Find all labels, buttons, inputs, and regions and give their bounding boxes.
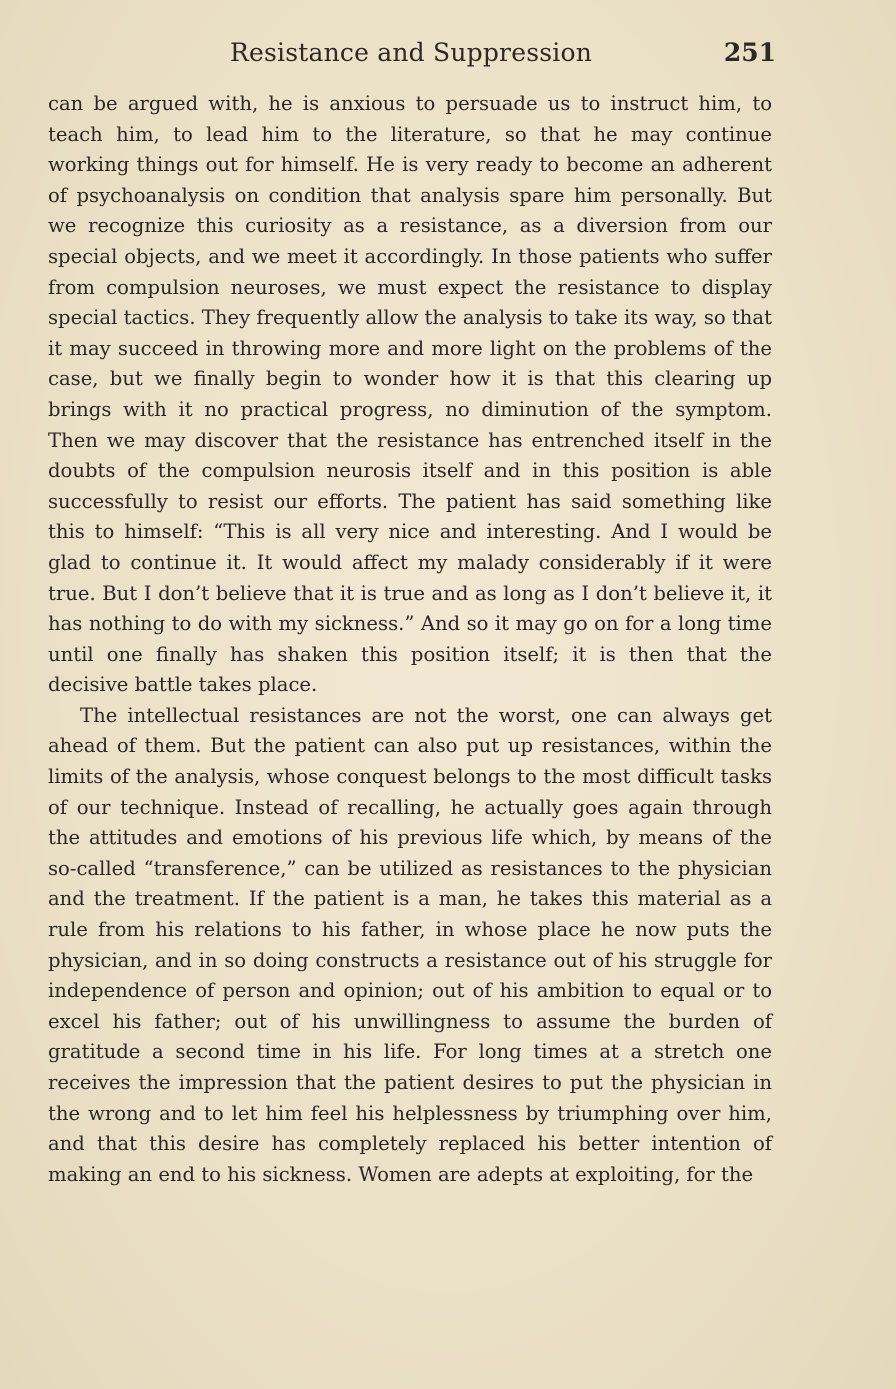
paragraph: can be argued with, he is anxious to persuade us to instruct him, to teach him, to lead him to the literature, so that he may continue working things out for himself. He is very ready to become an adherent of psychoanalysis on condition that analysis spare him personally. But we recognize this curiosity as a resistance, as a diversion from our special objects, and we meet it accordingly. In those patients who suffer from compulsion neuroses, we must expect the resistance to display special tactics. They frequently allow the analysis to take its way, so that it may succeed in throwing more and more light on the problems of the case, but we finally begin to wonder how it is that this clearing up brings with it no practical progress, no diminution of the symptom. Then we may discover that the resistance has entrenched itself in the doubts of the compulsion neurosis itself and in this position is able successfully to resist our efforts. The patient has said something like this to himself: “This is all very nice and interesting. And I would be glad to continue it. It would affect my malady considerably if it were true. But I don’t believe that it is true and as long as I don’t believe it, it has nothing to do with my sickness.” And so it may go on for a long time until one finally has shaken this position itself; it is then that the decisive battle takes place. — [48, 92, 772, 697]
body-text — [48, 89, 772, 1190]
page-number: 251 — [723, 38, 776, 67]
paragraph: The intellectual resistances are not the worst, one can always get ahead of them. But the patient can also put up resistances, within the limits of the analysis, whose conquest belongs to the most difficult tasks of our technique. Instead of recalling, he actually goes again through the attitudes and emotions of his previous life which, by means of the so-called “transference,” can be utilized as resistances to the physician and the treatment. If the patient is a man, he takes this material as a rule from his relations to his father, in whose place he now puts the physician, and in so doing constructs a resistance out of his struggle for independence of person and opinion; out of his ambition to equal or to excel his father; out of his unwillingness to assume the burden of gratitude a second time in his life. For long times at a stretch one receives the impression that the patient desires to put the physician in the wrong and to let him feel his helplessness by triumphing over him, and that this desire has completely replaced his better intention of making an end to his sickness. Women are adepts at exploiting, for the — [48, 703, 772, 1186]
running-head: Resistance and Suppression — [230, 38, 593, 67]
page-header — [48, 32, 776, 76]
